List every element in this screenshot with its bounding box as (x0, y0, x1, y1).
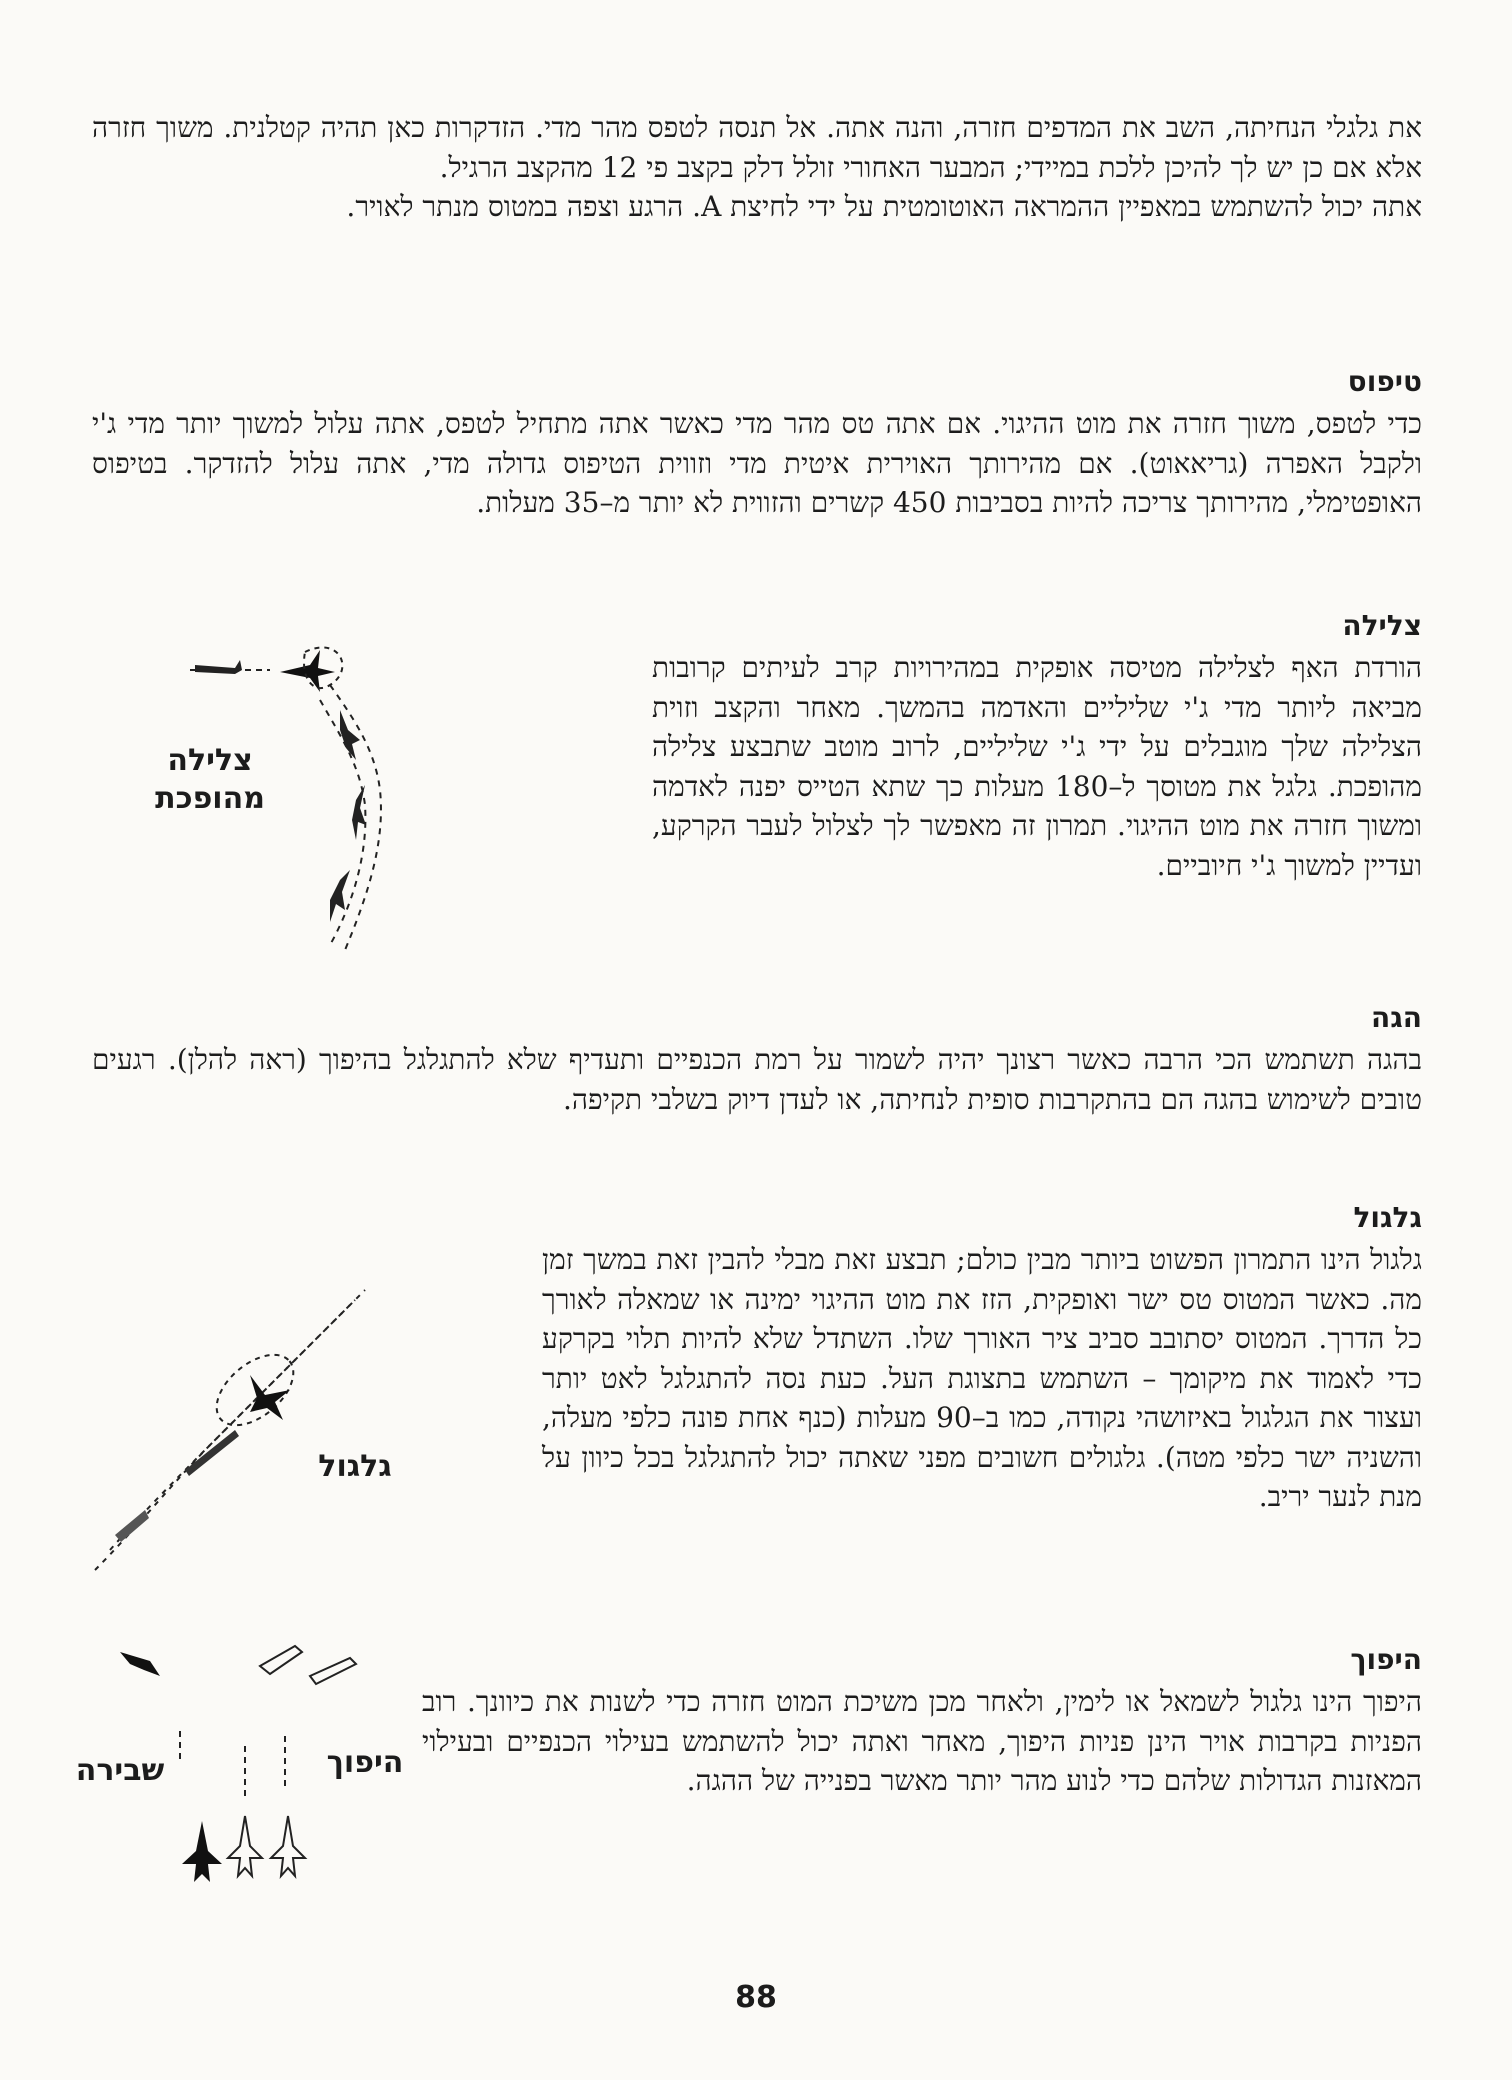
jet-icon-split-3 (271, 1816, 305, 1876)
jet-icon-split-1 (182, 1821, 222, 1882)
section-climb-heading: טיפוס (1347, 365, 1422, 398)
jet-icon-roll-1 (250, 1375, 290, 1420)
intro-paragraph-1: את גלגלי הנחיתה, השב את המדפים חזרה, והנה אתה. אל תנסה לטפס מהר מדי. הזדקרות כאן תהיה קטלנית. משוך חזרה אלא אם כן יש לך להיכן ללכת במיידי; המבער האחורי זולל דלק בקצב פי 12 מהקצב הרגיל. (92, 111, 1422, 184)
section-climb (92, 364, 1422, 523)
roll-caption: גלגול (318, 1449, 392, 1484)
jet-icon-1 (195, 660, 242, 674)
section-rudder-text: בהגה תשתמש הכי הרבה כאשר רצונך יהיה לשמור על רמת הכנפיים ותעדיף שלא להתגלגל בהיפוך (ראה להלן). רגעים טובים לשימוש בהגה הם בהתקרבות סופית לנחיתה, או לעדן דיוק בשלבי תקיפה. (92, 1043, 1422, 1116)
jet-icon-4 (352, 785, 366, 840)
roll-path-icon (85, 1280, 375, 1580)
split-caption: היפוך (326, 1745, 404, 1780)
inverted-dive-caption-line1: צלילה (167, 743, 253, 778)
section-split-heading: היפוך (1350, 1643, 1422, 1676)
intro-paragraph-2: אתה יכול להשתמש במאפיין ההמראה האוטומטית על ידי לחיצת A. הרגע וצפה במטוס מנתר לאויר. (346, 190, 1422, 223)
jet-icon-2 (280, 650, 335, 692)
section-dive (652, 608, 1422, 885)
inverted-dive-caption (125, 742, 295, 818)
section-rudder (92, 1000, 1422, 1119)
section-dive-text: הורדת האף לצלילה מטיסה אופקית במהירויות קרב לעיתים קרובות מביאה ליותר מדי ג'י שליליים והאדמה בהמשך. מאחר והקצב וזוית הצלילה שלך מוגבלים על ידי ג'י שליליים, לרוב מוטב שתבצע צלילה מהופכת. גלגל את מטוסך ל–180 מעלות כך שתא הטייס יפנה לאדמה ומשוך חזרה את מוט ההיגוי. תמרון זה מאפשר לך לצלול לעבר הקרקע, ועדיין למשוך ג'י חיוביים. (652, 651, 1423, 882)
page-number: 88 (735, 1980, 777, 2015)
inverted-dive-caption-line2: מהופכת (155, 781, 265, 816)
section-split-text: היפוך הינו גלגול לשמאל או לימין, ולאחר מכן משיכת המוט חזרה כדי לשנות את כיוונך. רוב הפניות בקרבות אויר הינן פניות היפוך, מאחר ואתה יכול להשתמש בעילוי הכנפיים ובעילוי המאזנות הגדולות שלהם כדי לנוע מהר יותר מאשר בפנייה של ההגה. (422, 1685, 1422, 1797)
section-split (422, 1642, 1422, 1801)
jet-icon-split-top-3 (310, 1658, 356, 1684)
section-roll (542, 1200, 1422, 1517)
jet-icon-3 (340, 710, 360, 760)
jet-icon-roll-3 (115, 1510, 149, 1542)
section-rudder-heading: הגה (1371, 1001, 1422, 1034)
section-climb-text: כדי לטפס, משוך חזרה את מוט ההיגוי. אם אתה טס מהר מדי כאשר אתה מתחיל לטפס, אתה עלול למשוך יותר מדי ג'י ולקבל האפרה (גריאאוט). אם מהירותך האוירית איטית מדי וזווית הטיפוס גדולה מדי, אתה עלול להזדקר. בטיפוס האופטימלי, מהירותך צריכה להיות בסביבות 450 קשרים והזווית לא יותר מ–35 מעלות. (92, 407, 1422, 519)
jet-icon-split-top-2 (260, 1646, 302, 1674)
jet-icon-roll-2 (185, 1430, 239, 1476)
section-roll-text: גלגול הינו התמרון הפשוט ביותר מבין כולם; תבצע זאת מבלי להבין זאת במשך זמן מה. כאשר המטוס טס ישר ואופקית, הזז את מוט ההיגוי ימינה או שמאלה לאורך כל הדרך. המטוס יסתובב סביב ציר האורך שלו. השתדל שלא להיות תלוי בקרקע כדי לאמוד את מיקומך – השתמש בתצוגת העל. כעת נסה להתגלגל לאט יותר ועצור את הגלגול באיזושהי נקודה, כמו ב–90 מעלות (כנף אחת פונה כלפי מעלה, והשניה ישר כלפי מטה). גלגולים חשובים מפני שאתה יכול להתגלגל בכל כיוון על מנת לנער יריב. (542, 1243, 1422, 1513)
section-roll-heading: גלגול (1353, 1201, 1422, 1234)
break-caption: שבירה (75, 1753, 165, 1788)
jet-icon-5 (330, 870, 350, 922)
jet-icon-split-2 (228, 1816, 262, 1876)
jet-icon-split-top-1 (120, 1652, 160, 1676)
intro-block (92, 108, 1422, 227)
roll-illustration (85, 1280, 375, 1580)
section-dive-heading: צלילה (1342, 609, 1422, 642)
